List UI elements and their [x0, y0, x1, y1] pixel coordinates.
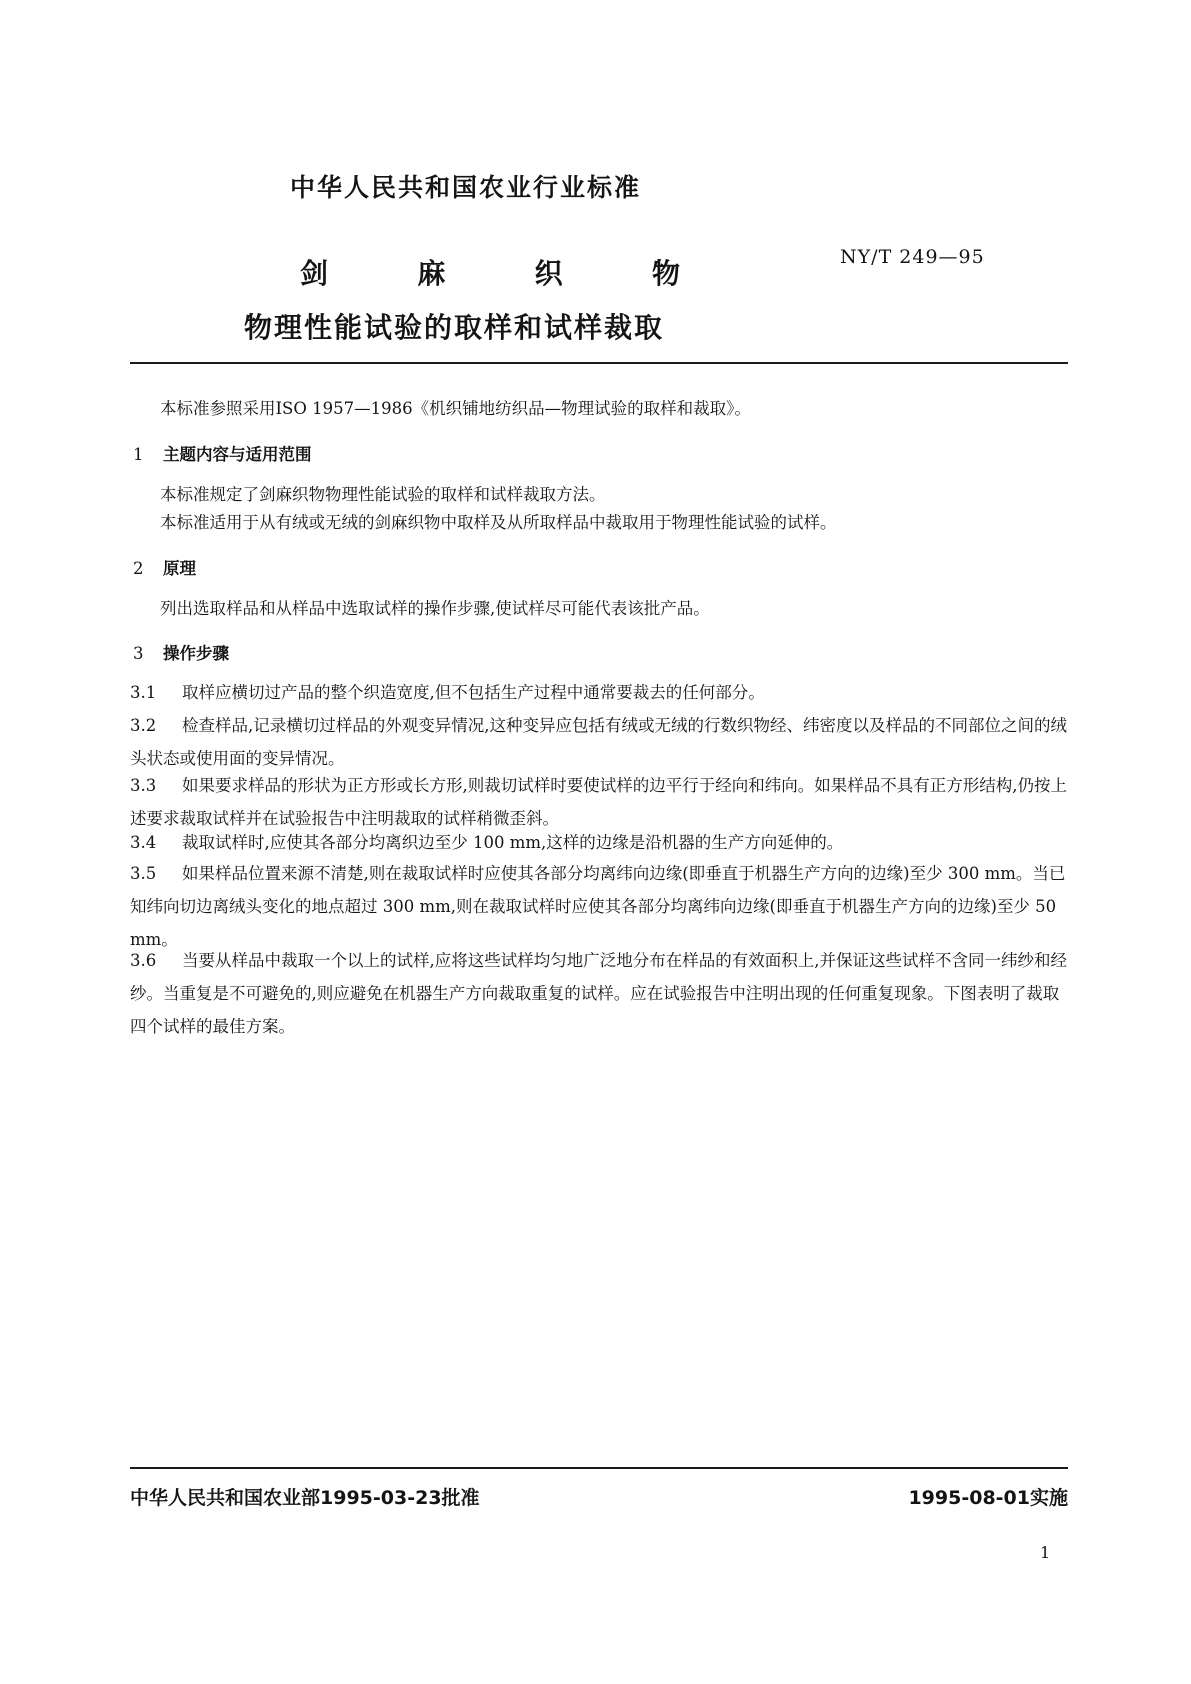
clause-text: 取样应横切过产品的整个织造宽度,但不包括生产过程中通常要裁去的任何部分。 — [182, 683, 765, 702]
standard-number: NY/T 249—95 — [840, 246, 985, 268]
section-1-paragraph: 本标准规定了剑麻织物物理性能试验的取样和试样裁取方法。 — [160, 485, 606, 504]
section-heading-2 — [133, 555, 196, 579]
title-char: 物 — [651, 257, 680, 290]
implementation-date: 1995-08-01实施 — [908, 1487, 1068, 1509]
issuing-authority: 中华人民共和国农业行业标准 — [290, 173, 642, 202]
clause-number: 3.1 — [130, 683, 157, 702]
clause-3-6 — [130, 944, 1070, 1043]
clause-3-4 — [130, 826, 1070, 859]
clause-number: 3.6 — [130, 951, 157, 970]
section-number: 1 — [133, 445, 144, 464]
clause-3-2 — [130, 709, 1070, 775]
clause-text: 如果样品位置来源不清楚,则在裁取试样时应使其各部分均离纬向边缘(即垂直于机器生产方向的边缘)至少 300 mm。当已知纬向切边离绒头变化的地点超过 300 mm,则在裁取试样时应使其各部分均离纬向边缘(即垂直于机器生产方向的边缘)至少 50 mm。 — [130, 864, 1066, 949]
title-char: 麻 — [417, 257, 446, 290]
clause-number: 3.4 — [130, 833, 157, 852]
footer-divider — [130, 1467, 1068, 1469]
section-title: 主题内容与适用范围 — [163, 445, 312, 464]
clause-text: 裁取试样时,应使其各部分均离织边至少 100 mm,这样的边缘是沿机器的生产方向延伸的。 — [182, 833, 844, 852]
title-char: 剑 — [300, 257, 329, 290]
clause-text: 检查样品,记录横切过样品的外观变异情况,这种变异应包括有绒或无绒的行数织物经、纬密度以及样品的不同部位之间的绒头状态或使用面的变异情况。 — [130, 716, 1067, 768]
clause-number: 3.5 — [130, 864, 157, 883]
document-title-line-2: 物理性能试验的取样和试样裁取 — [244, 311, 665, 344]
section-heading-3 — [133, 640, 229, 664]
section-1-paragraph: 本标准适用于从有绒或无绒的剑麻织物中取样及从所取样品中裁取用于物理性能试验的试样。 — [160, 513, 837, 532]
intro-paragraph: 本标准参照采用ISO 1957—1986《机织铺地纺织品—物理试验的取样和裁取》。 — [160, 399, 751, 418]
page-number: 1 — [1040, 1543, 1051, 1562]
document-title-line-1 — [300, 252, 680, 292]
clause-number: 3.2 — [130, 716, 157, 735]
section-heading-1 — [133, 441, 312, 465]
section-title: 原理 — [163, 559, 196, 578]
clause-number: 3.3 — [130, 776, 157, 795]
clause-text: 如果要求样品的形状为正方形或长方形,则裁切试样时要使试样的边平行于经向和纬向。如果样品不具有正方形结构,仍按上述要求裁取试样并在试验报告中注明裁取的试样稍微歪斜。 — [130, 776, 1067, 828]
approval-date: 中华人民共和国农业部1995-03-23批准 — [130, 1487, 480, 1509]
clause-text: 当要从样品中裁取一个以上的试样,应将这些试样均匀地广泛地分布在样品的有效面积上,并保证这些试样不含同一纬纱和经纱。当重复是不可避免的,则应避免在机器生产方向裁取重复的试样。应在试验报告中注明出现的任何重复现象。下图表明了裁取四个试样的最佳方案。 — [130, 951, 1067, 1036]
clause-3-5 — [130, 857, 1070, 956]
section-number: 2 — [133, 559, 144, 578]
section-number: 3 — [133, 644, 144, 663]
title-char: 织 — [534, 257, 563, 290]
header-divider — [130, 362, 1068, 364]
section-title: 操作步骤 — [163, 644, 229, 663]
section-2-paragraph: 列出选取样品和从样品中选取试样的操作步骤,使试样尽可能代表该批产品。 — [160, 599, 710, 618]
clause-3-1 — [130, 676, 1070, 709]
